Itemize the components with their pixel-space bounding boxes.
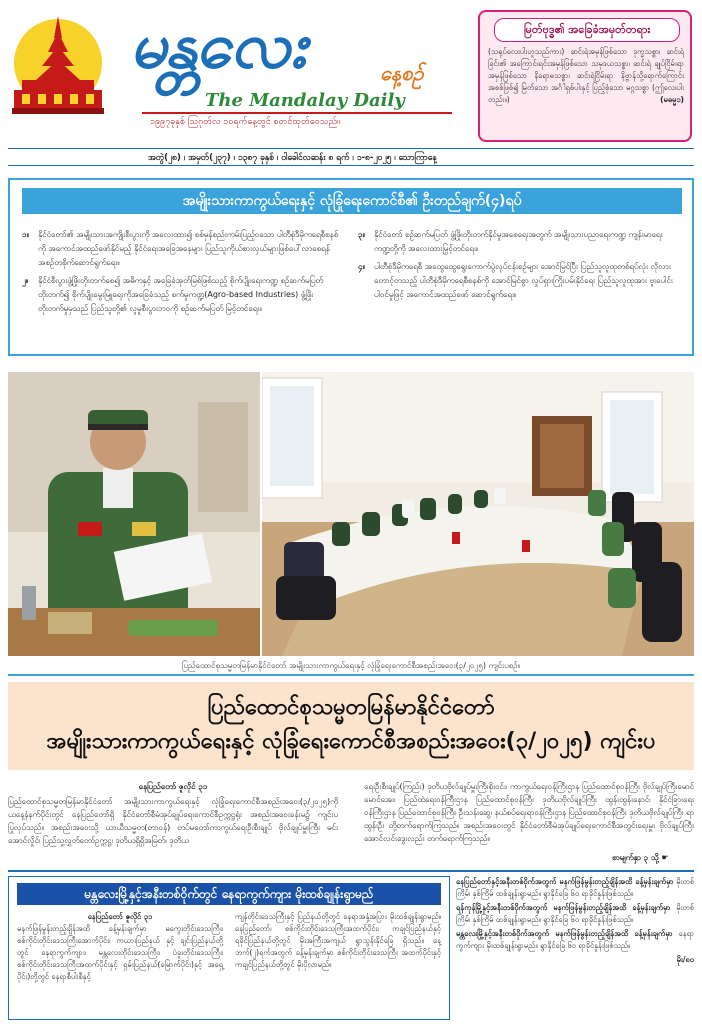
- objective-number: ၃။: [358, 230, 365, 239]
- forecast-mandalay: [456, 928, 694, 952]
- forecast-heading: ရန်ကုန်မြို့နှင့်အနီးတစ်ဝိုက်အတွက် မနက်ဖြန်မွန်းတည့်ချိန်အထိ ခန့်မှန်းချက်မှာ: [456, 903, 671, 912]
- objectives-title: အမျိုးသားကာကွယ်ရေးနှင့် လုံခြုံရေးကောင်စီ၏ ဦးတည်ချက်(၄)ရပ်: [22, 188, 682, 214]
- buddha-teaching-text: (သရုပ်လေးပါးဟူသည်ကား) ဆင်းရဲအမှန်ဖြစ်သော ဒုက္ခသစ္စာ၊ ဆင်းရဲခြင်း၏ အကြောင်းရင်းအမှန်ဖြစ်သော သမုဒယသစ္စာ၊ ဆင်းရဲ ချုပ်ငြိမ်းရာအမှန်ဖြစ်သော နိရောဓသစ္စာ၊ ဆင်းရဲငြိမ်းရာ နိဗ္ဗာန်သို့ရောက်ကြောင်း အစစ်ဖြစ်၍ မြတ်သော အင်္ဂါရှစ်ပါးနှင့် ပြည့်စုံသော မဂ္ဂသစ္စာ (ဤလေးပါးတည်း။): [488, 47, 684, 104]
- objective-number: ၄။: [358, 262, 365, 271]
- forecast-text: မိုးတစ်ကြိမ်၊ နှစ်ကြိမ် ထစ်ချုန်းရွာမည်။ ရွာနိုင်ခြေ ၆၀ ရာခိုင်နှုန်းဖြစ်သည်။: [456, 877, 694, 898]
- weather-byline: နေပြည်တော် ဇူလိုင် ၃၁: [87, 912, 153, 921]
- objective-item: [358, 260, 678, 302]
- buddha-teaching-ref: (မဓမ္မ၁): [660, 95, 684, 104]
- objective-text: နိုင်ငံစီးပွားဖွံ့ဖြိုးတိုးတက်စေ၍ အဓိကနှင့် အခြေခံအုတ်မြစ်ဖြစ်သည့် စိုက်ပျိုးရေးကဏ္ဍ စဉ်ဆက်မပြတ်တိုးတက်၍ စိုက်ပျိုးမွေးမြူရေးကိုအခြေခံသည့် စက်မှုကဏ္ဍ(Agro-based Industries) ဖွံ့ဖြိုးတိုးတက်မှုမှသည် ပြည်သူတို့၏ လူမှုစီးပွားဘဝကို စဉ်ဆက်မပြတ် မြင့်တင်ရေး။: [38, 276, 324, 313]
- buddha-teaching-body: [488, 46, 684, 106]
- article-byline: နေပြည်တော် ဇူလိုင် ၃၁: [138, 782, 208, 791]
- photo-caption: ပြည်ထောင်စုသမ္မတမြန်မာနိုင်ငံတော် အမျိုးသားကာကွယ်ရေးနှင့် လုံခြုံရေးကောင်စီအစည်းအဝေး(၃/၂၀၂၅) ကျင်းပစဉ်။: [182, 661, 520, 670]
- objectives-box: [8, 178, 694, 356]
- buddha-teaching-box: [478, 10, 692, 142]
- masthead-daily-label: နေ့စဉ်: [380, 61, 424, 85]
- forecast-yangon: [456, 902, 694, 926]
- buddha-teaching-title: မြတ်ဗုဒ္ဓ၏ အခြေခံအမှတ်တရား: [494, 18, 680, 42]
- article-column-right: [364, 780, 694, 845]
- palace-emblem-icon: [8, 8, 108, 118]
- masthead-rule: [142, 112, 452, 114]
- masthead-english-title: The Mandalay Daily: [205, 90, 405, 111]
- objective-item: [22, 228, 342, 270]
- weather-text: ကျန်တိုင်းဒေသကြီးနှင့် ပြည်နယ်တို့တွင် နေရာအနှံ့အပြား မိုးထစ်ချုန်းရွာမည်။ နေပြည်တော်၊ စစ်ကိုင်းတိုင်းဒေသကြီးအထက်ပိုင်း၊ ကချင်ပြည်နယ်နှင့် ရခိုင်ပြည်နယ်တို့တွင် မိုးအကြီးအကျယ် ရွာသွန်းနိုင်ခြေ ရှိသည်။ နေ့ဘက်(၂)ရက်အတွက် ခန့်မှန်းချက်မှာ စစ်ကိုင်းတိုင်းဒေသကြီး အထက်ပိုင်းနှင့် ကချင်ပြည်နယ်တို့တွင် မိုးပိုလာမည်။: [235, 912, 441, 969]
- headline-band: [8, 682, 694, 770]
- objective-text: နိုင်ငံတော် စဉ်ဆက်မပြတ် ဖွံ့ဖြိုးတိုးတက်နိုင်မှုအစေရေးအတွက် အမျိုးသားပညာရေးကဏ္ဍ ကျန်းမာရေးကဏ္ဍတို့ကို အလေးထားမြှင့်တင်ရေး။: [374, 230, 663, 253]
- forecast-continued-link[interactable]: မိုး/၈၀: [676, 955, 694, 964]
- weather-column-left: [17, 911, 223, 983]
- weather-title: မန္တလေးမြို့နှင့်အနီးတစ်ဝိုက်တွင် နေရာကွက်ကျား မိုးထစ်ချုန်းရွာမည်: [17, 883, 441, 905]
- objectives-left-column: [22, 228, 342, 320]
- photo-speaker: [8, 372, 260, 656]
- forecast-text: မိုးတစ်ကြိမ်၊ နှစ်ကြိမ် ထစ်ချုန်းရွာမည်။ ရွာနိုင်ခြေ ၆၀ ရာခိုင်နှုန်းဖြစ်သည်။: [456, 903, 694, 924]
- article-text: ရေးဦးစီးချုပ်(ကြည်း) ဒုတိယဗိုလ်ချုပ်မှူးကြီးစိုးဝင်း၊ ကာကွယ်ရေးဝန်ကြီးဌာန ပြည်ထောင်စုဝန်ကြီး ဗိုလ်ချုပ်ကြီးမောင်မောင်အေး၊ ပြည်ထဲရေးဝန်ကြီးဌာန ပြည်ထောင်စုဝန်ကြီး ဒုတိယဗိုလ်ချုပ်ကြီး ထွန်းထွန်းနောင်၊ နိုင်ငံခြားရေးဝန်ကြီးဌာန ပြည်ထောင်စုဝန်ကြီး ဦးသန်းဆွေ၊ နယ်စပ်ရေးရာဝန်ကြီးဌာန ပြည်ထောင်စုဝန်ကြီး ဒုတိယဗိုလ်ချုပ်ကြီး ရာထွန်းဦး တို့တက်ရောက်ကြသည်။ အစည်းအဝေးတွင် နိုင်ငံတော်စီမံအုပ်ချုပ်ရေးကောင်စီအတွင်းရေးမှူး ဗိုလ်ချုပ်ကြီးအောင်လင်းဒွေးလည်း တက်ရောက်ကြသည်။: [364, 782, 694, 843]
- photo-meeting-room: [262, 372, 694, 656]
- objective-number: ၁။: [22, 230, 29, 239]
- forecast-heading: မန္တလေးမြို့နှင့်အနီးတစ်ဝိုက်အတွက် မနက်ဖြန်မွန်းတည့်ချိန်အထိ ခန့်မှန်းချက်မှာ: [456, 929, 673, 938]
- weather-box: [8, 876, 450, 1020]
- forecast-naypyitaw: [456, 876, 694, 900]
- objective-text: နိုင်ငံတော်၏ အမျိုးသားအကျိုးစီးပွားကို အလေးထား၍ စစ်မှန်စည်းကမ်းပြည့်ဝသော ပါတီစုံဒီမိုကရေစီစနစ်ကို အကောင်အထည်ဖော်နိုင်မည့် နိုင်ငံရေးအခြေအနေများ ပြည်သူကိုယ်စားလှယ်များဖြစ်ပေါ်လာစေရန် အစဉ်တစိုက်ဆောင်ရွက်ရေး။: [38, 230, 339, 267]
- article-column-left: [8, 780, 338, 847]
- regional-forecast: [456, 876, 694, 966]
- weather-column-right: [235, 911, 441, 971]
- headline-line-2: အမျိုးသားကာကွယ်ရေးနှင့် လုံခြုံရေးကောင်စီအစည်းအဝေး(၃/၂၀၂၅) ကျင်းပ: [46, 729, 656, 754]
- article-continued-link[interactable]: စာမျက်နှာ ၃ သို့ ☛: [612, 853, 669, 862]
- issue-info: အတွဲ(၂၈) ၊ အမှတ်(၂၃၇) ၊ ၁၃၈၇ ခုနှစ် ၊ ဝါခေါင်လဆန်း ၈ ရက် ၊ ၁-၈-၂၀၂၅ ၊ သောကြာနေ့: [8, 148, 694, 166]
- section-divider: [8, 674, 694, 676]
- headline-line-1: ပြည်ထောင်စုသမ္မတမြန်မာနိုင်ငံတော်: [207, 695, 495, 720]
- section-divider: [8, 870, 694, 872]
- masthead-tagline: ၁၉၉၇ခုနှစ် ဩဂုတ်လ ၁၀ရက်နေ့တွင် စတင်ထုတ်ဝေသည်။: [150, 117, 340, 127]
- objective-text: ပါတီစုံဒီမိုကရေစီ အထွေထွေရွေးကောက်ပွဲလုပ်ငန်းစဉ်များ အောင်မြင်ပြီး ပြည်သူလူထုတစ်ရပ်လုံး လိုလားတောင့်တသည့် ပါတီစုံဒီမိုကရေစီစနစ်ကို အောင်မြင်စွာ လှုပ်ရှားကြိုးပမ်းနိုင်ရေး ပြည်သူလူထုအား ဗူးပေါင်းပါဝင်မှုဖြင့် အကောင်အထည်ဖော် ဆောင်ရွက်ရေး။: [374, 262, 673, 299]
- article-text: ပြည်ထောင်စုသမ္မတမြန်မာနိုင်ငံတော် အမျိုးသားကာကွယ်ရေးနှင့် လုံခြုံရေးကောင်စီအစည်းအဝေး(၃/၂၀၂၅)ကို ယနေ့နံနက်ပိုင်းတွင် နေပြည်တော်ရှိ နိုင်ငံတော်စီမံအုပ်ချုပ်ရေးကောင်စီဥက္ကဋ္ဌရုံး အစည်းအဝေးခန်းမ၌ ကျင်းပပြုလုပ်သည်။ အစည်းအဝေးသို့ ယာယီသမ္မတ(တာဝန်) တပ်မတော်ကာကွယ်ရေးဦးစီးချုပ် ဗိုလ်ချုပ်မှူးကြီး မင်းအောင်လှိုင်၊ ပြည်သူ့လွှတ်တော်ဥက္ကဋ္ဌ၊ ဒုတိယရှိရှိအမြတ်၊ ဒုတိယ: [8, 797, 338, 845]
- forecast-text: နေရာကွက်ကျား မိုးထစ်ချုန်းရွာမည်။ ရွာနိုင်ခြေ ၆၀ ရာခိုင်နှုန်းဖြစ်သည်။: [456, 929, 694, 950]
- objective-item: [358, 228, 678, 256]
- weather-text: မနက်ဖြန်မွန်းတည့်ချိန်အထိ ခန့်မှန်းချက်မှာ မကွေးတိုင်းဒေသကြီး၊ စစ်ကိုင်းတိုင်းဒေသကြီးအောက်ပိုင်း၊ ကယားပြည်နယ် နှင့် ချင်းပြည်နယ်တို့တွင် နေရာကွက်ကျား၊ မန္တလေးတိုင်းဒေသကြီး၊ ပဲခူးတိုင်းဒေသကြီး၊ စစ်ကိုင်းတိုင်းဒေသကြီးအထက်ပိုင်းနှင့် ရှမ်းပြည်နယ်(မြောက်ပိုင်း)နှင့် အရှေ့ပိုင်း)တို့တွင် နေရာစီပါးစီနှင့်: [17, 924, 223, 981]
- masthead-title: မန္တလေး: [130, 9, 305, 83]
- objective-item: [22, 274, 342, 316]
- objective-number: ၂။: [22, 276, 29, 285]
- forecast-heading: နေပြည်တော်နှင့်အနီးတစ်ဝိုက်အတွက် မနက်ဖြန်မွန်းတည့်ချိန်အထိ ခန့်မှန်းချက်မှာ: [456, 877, 674, 886]
- objectives-right-column: [358, 228, 678, 306]
